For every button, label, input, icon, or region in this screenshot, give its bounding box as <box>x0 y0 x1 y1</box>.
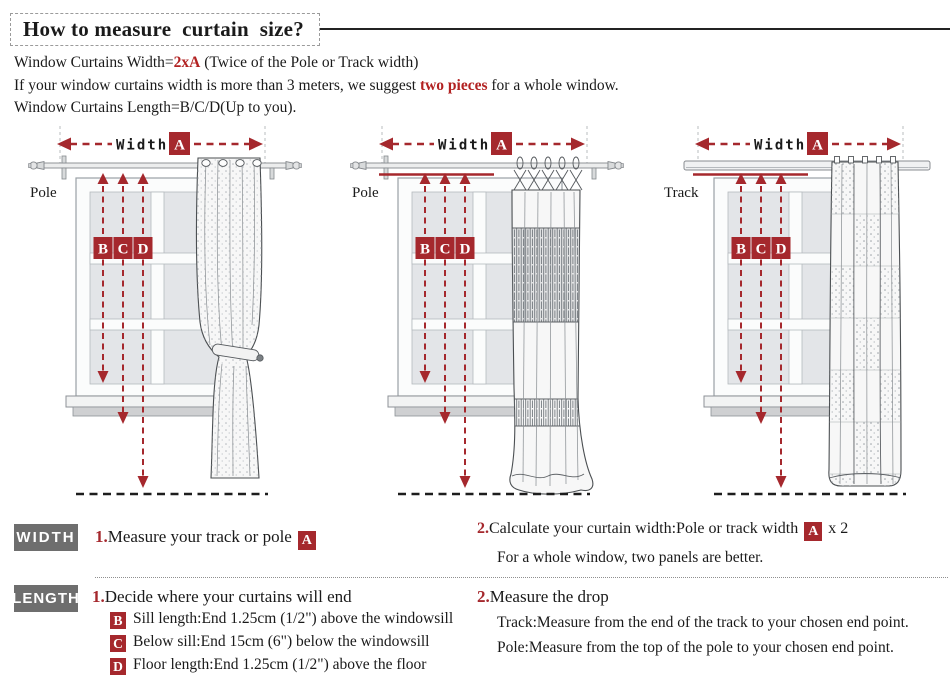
width-label: Width <box>754 137 807 154</box>
track-label: Track <box>664 185 699 201</box>
b-chip: B <box>110 612 126 629</box>
item-text: Below sill:End 15cm (6") below the windowsill <box>133 633 430 650</box>
width-step-2 <box>477 520 848 541</box>
intro-line-two-pieces <box>14 77 619 95</box>
pole-note: Pole:Measure from the top of the pole to your chosen end point. <box>497 639 894 656</box>
width-section-badge: WIDTH <box>14 524 78 551</box>
intro-text: for a whole window. <box>487 77 619 94</box>
width-step-2-note: For a whole window, two panels are better. <box>497 549 764 566</box>
pole-label: Pole <box>352 185 379 201</box>
length-section-badge: LENGTH <box>14 585 78 612</box>
intro-text: Window Curtains Width= <box>14 54 174 71</box>
intro-text: If your window curtains width is more than 3 meters, we suggest <box>14 77 420 94</box>
d-badge: D <box>137 241 149 258</box>
highlight-two-pieces: two pieces <box>419 77 488 94</box>
curtain-tietop <box>507 157 593 494</box>
b-badge: B <box>735 241 747 258</box>
item-text: Floor length:End 1.25cm (1/2") above the floor <box>133 656 427 673</box>
length-item-below-sill <box>110 633 430 652</box>
width-label: Width <box>116 137 169 154</box>
a-badge: A <box>496 137 507 154</box>
diagram-track-checkered-curtain <box>638 120 948 510</box>
d-badge: D <box>459 241 471 258</box>
step-text: Decide where your curtains will end <box>104 587 352 606</box>
step-number: 1. <box>95 527 108 546</box>
length-item-floor <box>110 656 426 675</box>
step-number: 2. <box>477 520 489 537</box>
step-number: 2. <box>477 587 490 606</box>
d-chip: D <box>110 658 126 675</box>
length-step-1 <box>92 587 352 607</box>
diagram-pole-tietop-curtain <box>322 120 632 510</box>
a-chip: A <box>298 531 316 550</box>
intro-line-length: Window Curtains Length=B/C/D(Up to you). <box>14 99 297 116</box>
x2-suffix: x 2 <box>828 520 849 537</box>
step-text: Measure your track or pole <box>107 527 292 546</box>
a-badge: A <box>812 137 823 154</box>
d-badge: D <box>775 241 787 258</box>
b-badge: B <box>97 241 109 258</box>
intro-text: (Twice of the Pole or Track width) <box>200 54 419 71</box>
width-step-1 <box>95 527 322 550</box>
curtain-grommet <box>194 156 266 482</box>
curtain-checkered <box>826 157 904 489</box>
width-label: Width <box>438 137 491 154</box>
length-item-sill <box>110 610 453 629</box>
c-badge: C <box>439 241 451 258</box>
c-badge: C <box>755 241 767 258</box>
c-badge: C <box>117 241 129 258</box>
highlight-2xa: 2xA <box>173 54 201 71</box>
item-text: Sill length:End 1.25cm (1/2") above the windowsill <box>133 610 454 627</box>
step-number: 1. <box>92 587 105 606</box>
a-chip: A <box>804 522 822 541</box>
step-text: Measure the drop <box>489 587 609 606</box>
a-badge: A <box>174 137 185 154</box>
length-step-2 <box>477 587 609 607</box>
page-title: How to measure curtain size? <box>23 17 304 41</box>
track-note: Track:Measure from the end of the track to your chosen end point. <box>497 614 909 631</box>
c-chip: C <box>110 635 126 652</box>
title-rule <box>320 28 950 30</box>
pole-label: Pole <box>30 185 57 201</box>
intro-line-width <box>14 54 418 72</box>
step-text: Calculate your curtain width:Pole or track width <box>489 520 799 537</box>
diagram-pole-grommet-curtain <box>0 120 310 510</box>
b-badge: B <box>419 241 431 258</box>
title-box <box>10 13 320 46</box>
dotted-separator <box>95 577 948 578</box>
